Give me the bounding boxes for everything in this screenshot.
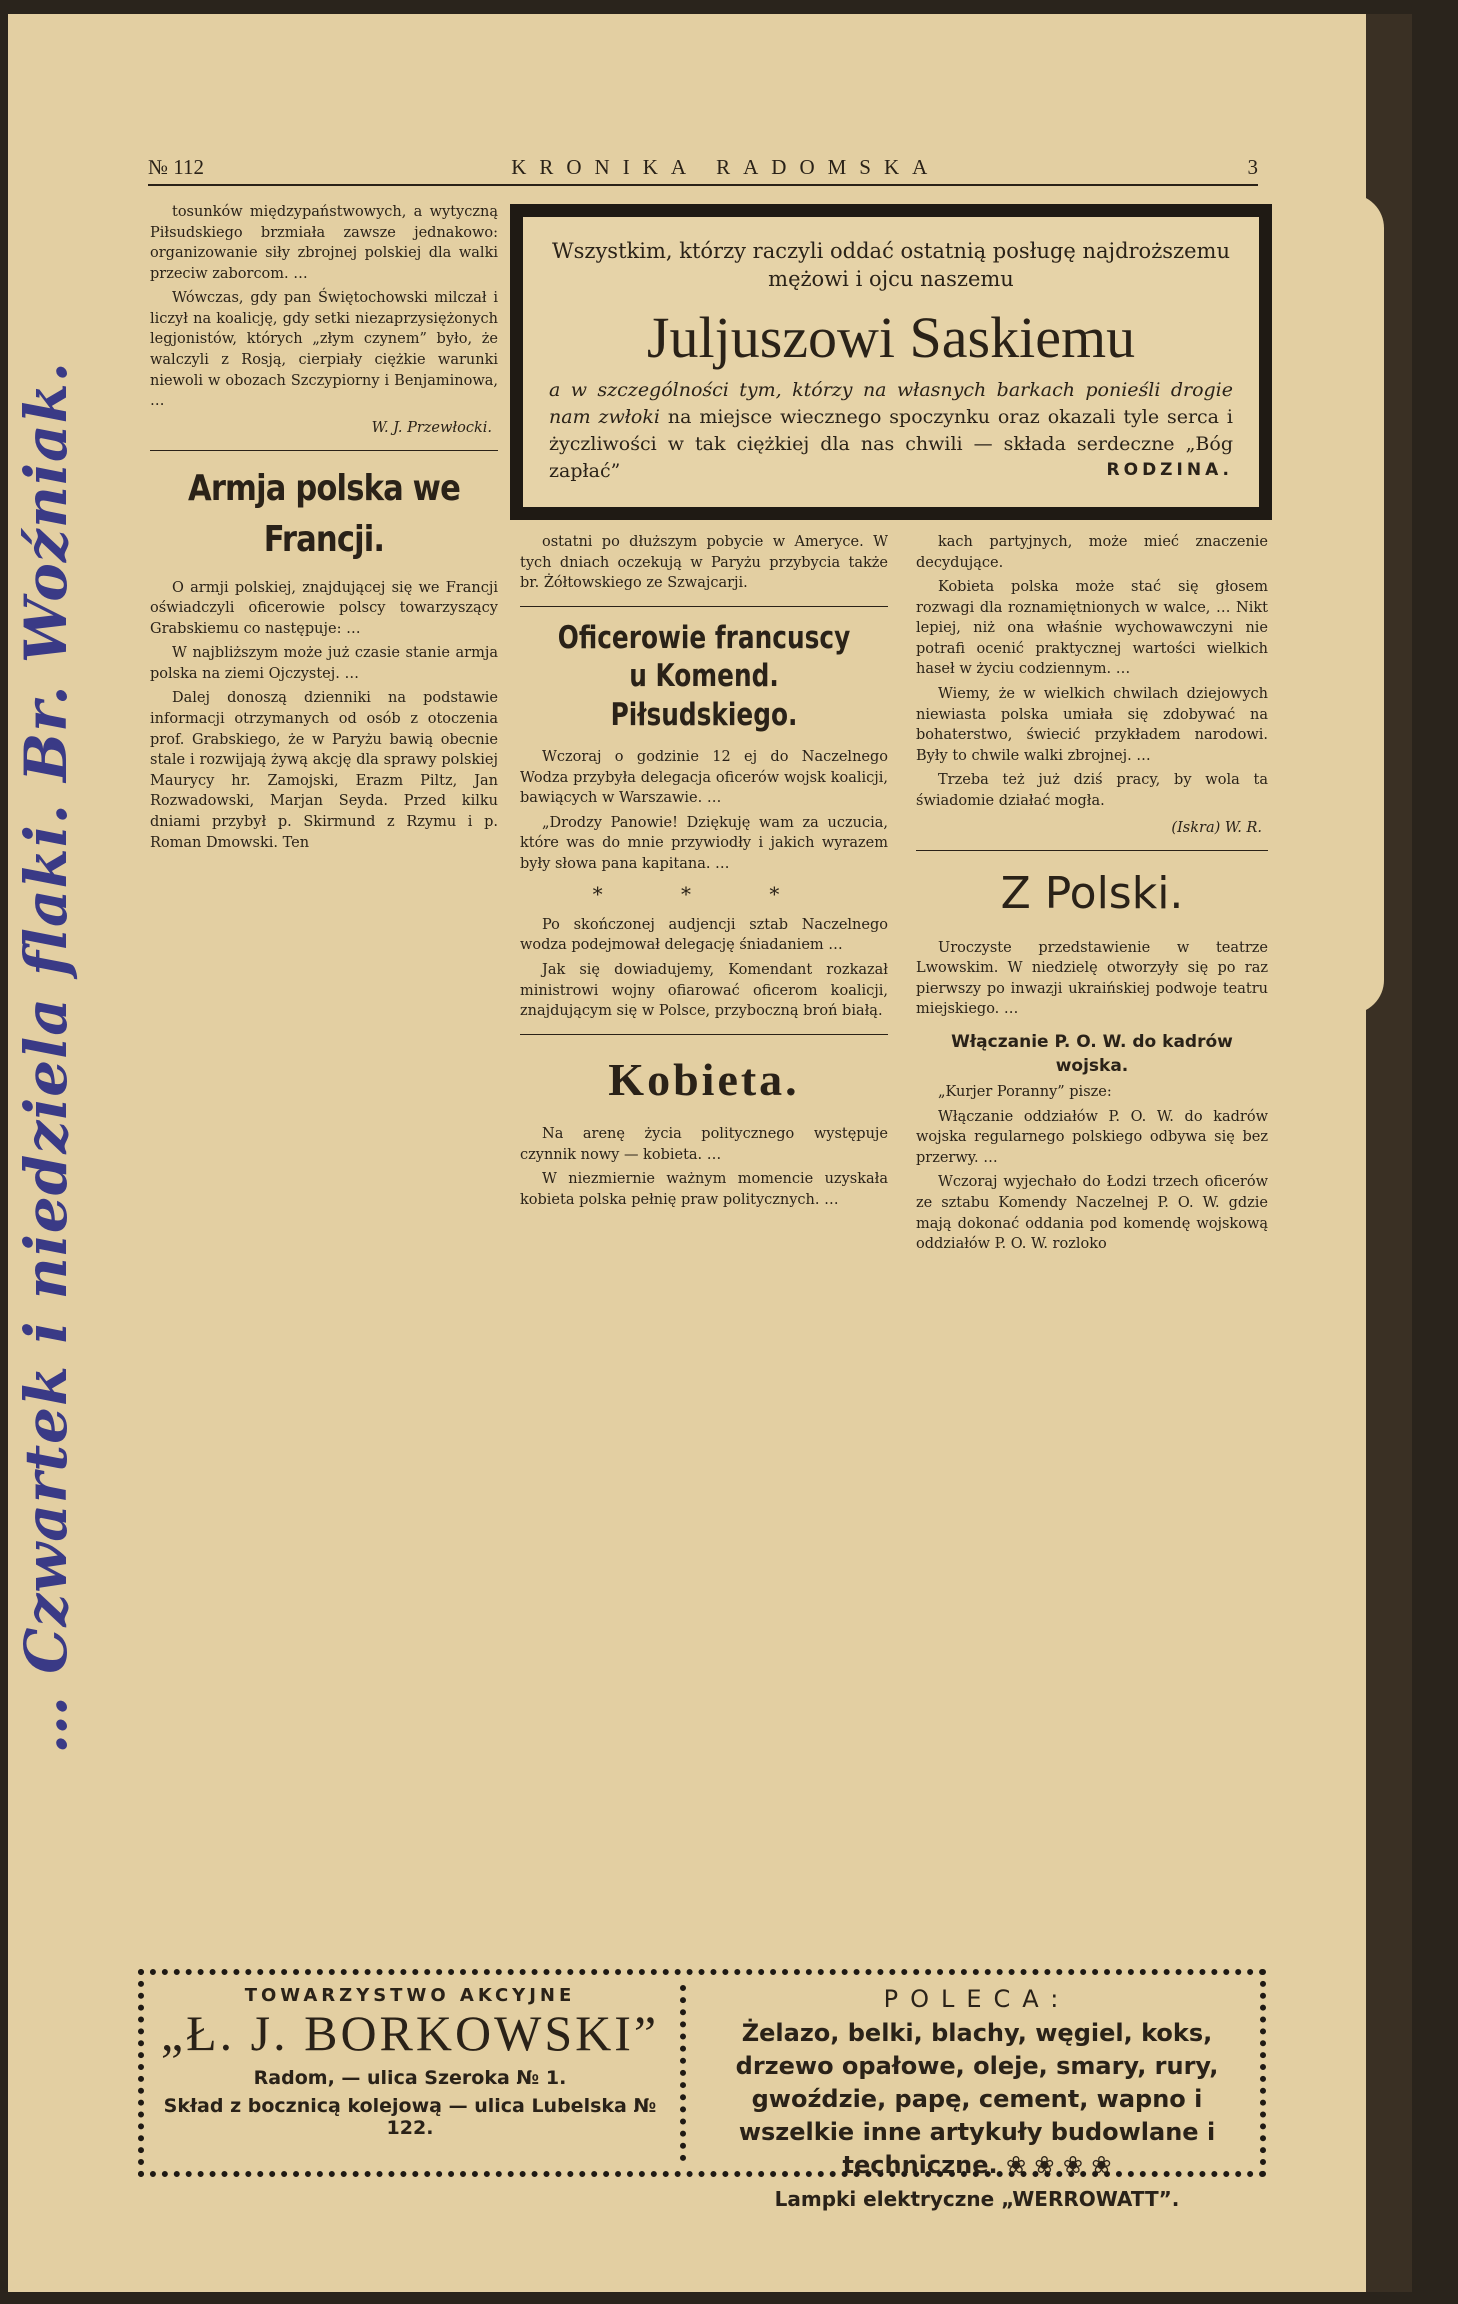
headline-kobieta: Kobieta.	[608, 1053, 800, 1105]
paragraph: Na arenę życia politycznego występuje czynnik nowy — kobieta. …	[520, 1126, 888, 1163]
obituary-emphasis: a w szczególności tym, którzy na własnych barkach ponieśli drogie nam zwłoki	[549, 378, 1233, 428]
obituary-body	[549, 377, 1233, 485]
paragraph: tosunków międzypaństwowych, a wytyczną Piłsudskiego brzmiała zawsze jednakowo: organizowanie siły zbrojnej polskiej dla walki przeciw zaborcom. …	[150, 204, 498, 282]
divider	[520, 1034, 888, 1035]
ad-warehouse: Skład z bocznicą kolejową — ulica Lubelska № 122.	[163, 2095, 657, 2139]
paragraph: W niezmiernie ważnym momencie uzyskała kobieta polska pełnię praw politycznych. …	[520, 1171, 888, 1208]
headline-armja-polska: Armja polska we Francji.	[187, 468, 461, 561]
column-1	[150, 202, 498, 1942]
obituary-name: Juljuszowi Saskiemu	[646, 304, 1136, 370]
subheadline-pow: Włączanie P. O. W. do kadrów wojska.	[951, 1031, 1233, 1076]
paragraph: Uroczyste przedstawienie w teatrze Lwowskim. W niedzielę otworzyły się po raz pierwszy po inwazji ukraińskiej podwoje teatru miejskiego. …	[916, 939, 1268, 1018]
ad-firm-name: „Ł. J. BORKOWSKI”	[160, 2005, 660, 2061]
paragraph: Jak się dowiadujemy, Komendant rozkazał ministrowi wojny ofiarować oficerom koalicji, znajdującym się w Polsce, przyboczną broń białą.	[520, 962, 888, 1020]
divider	[150, 450, 498, 451]
divider	[520, 606, 888, 607]
ad-goods: Żelazo, belki, blachy, węgiel, koks, drzewo opałowe, oleje, smary, rury, gwoździe, papę, cement, wapno i wszelkie inne artykuły budowlane i techniczne. ❀ ❀ ❀ ❀	[735, 2019, 1219, 2180]
obituary-text: na miejsce wiecznego spoczynku oraz okazali tyle serca i życzliwości w tak ciężkiej dla nas chwili — składa serdeczne „Bóg zapłać”	[549, 405, 1233, 482]
column-3	[916, 532, 1268, 1952]
headline-oficerowie: Oficerowie francuscy u Komend. Piłsudskiego.	[557, 619, 851, 734]
obituary-signature: RODZINA.	[1106, 459, 1233, 480]
section-stars: * * *	[592, 882, 816, 907]
divider	[916, 850, 1268, 851]
ad-lamps: Lampki elektryczne „WERROWATT”.	[774, 2186, 1180, 2211]
mourning-notice	[510, 204, 1272, 520]
paragraph: Włączanie oddziałów P. O. W. do kadrów wojska regularnego polskiego odbywa się bez przerwy. …	[916, 1108, 1268, 1166]
column-2	[520, 532, 888, 1952]
advertisement-borkowski	[138, 1969, 1266, 2211]
paragraph: Wówczas, gdy pan Świętochowski milczał i liczył na koalicję, gdy setki niezaprzysiężonych legjonistów, których „złym czynem” było, że walczyli z Rosją, cierpiały ciężkie warunki niewoli w obozach Szczypiorny i Benjaminowa, …	[150, 290, 498, 410]
author-signature: W. J. Przewłocki.	[371, 419, 492, 436]
paragraph: „Kurjer Poranny” pisze:	[938, 1084, 1112, 1101]
issue-number: № 112	[148, 155, 205, 179]
ad-address: Radom, — ulica Szeroka № 1.	[253, 2067, 567, 2089]
paragraph: Wiemy, że w wielkich chwilach dziejowych niewiasta polska umiała się zdobywać na bohaterstwo, świecić przykładem narodowi. Były to chwile walki zbrojnej. …	[916, 686, 1268, 764]
page-number: 3	[1247, 155, 1258, 179]
paragraph: O armji polskiej, znajdującej się we Francji oświadczyli oficerowie polscy towarzyszący Grabskiemu co następuje: …	[150, 579, 498, 637]
paragraph: Po skończonej audjencji sztab Naczelnego wodza podejmował delegację śniadaniem …	[520, 916, 888, 954]
newspaper-page	[8, 14, 1412, 2292]
paragraph: ostatni po dłuższym pobycie w Ameryce. W tych dniach oczekują w Paryżu przybycia także br. Żółtowskiego ze Szwajcarji.	[520, 534, 888, 592]
paper-title: KRONIKA RADOMSKA	[511, 155, 941, 179]
author-signature: (Iskra) W. R.	[1171, 819, 1262, 836]
ad-poleca: POLECA:	[883, 1985, 1071, 2013]
paragraph: kach partyjnych, może mieć znaczenie decydujące.	[916, 534, 1268, 571]
paragraph: Wczoraj o godzinie 12 ej do Naczelnego Wodza przybyła delegacja oficerów wojsk koalicji, bawiących w Warszawie. …	[520, 748, 888, 807]
ad-firm-type: TOWARZYSTWO AKCYJNE	[244, 1985, 576, 2006]
vertical-caption: … Czwartek i niedziela flaki. Br. Woźniak.	[12, 361, 80, 1754]
torn-edge	[1366, 14, 1412, 2292]
ad-offer-block	[686, 1985, 1250, 2211]
ad-firm-block	[154, 1985, 686, 2161]
paragraph: Trzeba też już dziś pracy, by wola ta świadomie działać mogła.	[916, 772, 1268, 809]
paragraph: „Drodzy Panowie! Dziękuję wam za uczucia, które was do mnie przywiodły i jakich wyrazem były słowa pana kapitana. …	[520, 814, 888, 872]
paragraph: W najbliższym może już czasie stanie armja polska na ziemi Ojczystej. …	[150, 645, 498, 682]
running-header	[148, 142, 1258, 186]
headline-z-polski: Z Polski.	[1000, 868, 1184, 920]
paragraph: Kobieta polska może stać się głosem rozwagi dla roznamiętnionych w walce, … Nikt lepiej, niż ona właśnie wychowawczyni nie potrafi ocenić praktycznej wartości wielkich haseł w życiu codziennym. …	[916, 579, 1268, 678]
paragraph: Wczoraj wyjechało do Łodzi trzech oficerów ze sztabu Komendy Naczelnej P. O. W. gdzie mają dokonać oddania pod komendę wojskową oddziałów P. O. W. rozloko	[916, 1174, 1268, 1253]
paragraph: Dalej donoszą dzienniki na podstawie informacji otrzymanych od osób z otoczenia prof. Grabskiego, że w Paryżu bawią obecnie stale i rozwijają żywą akcję dla sprawy polskiej Maurycy hr. Zamojski, Erazm Piltz, Jan Rozwadowski, Marjan Seyda. Przed kilku dniami przybył p. Skirmund z Rzymu i p. Roman Dmowski. Ten	[150, 690, 498, 851]
obituary-lead: Wszystkim, którzy raczyli oddać ostatnią posługę najdroższemu mężowi i ojcu naszemu	[552, 239, 1230, 292]
